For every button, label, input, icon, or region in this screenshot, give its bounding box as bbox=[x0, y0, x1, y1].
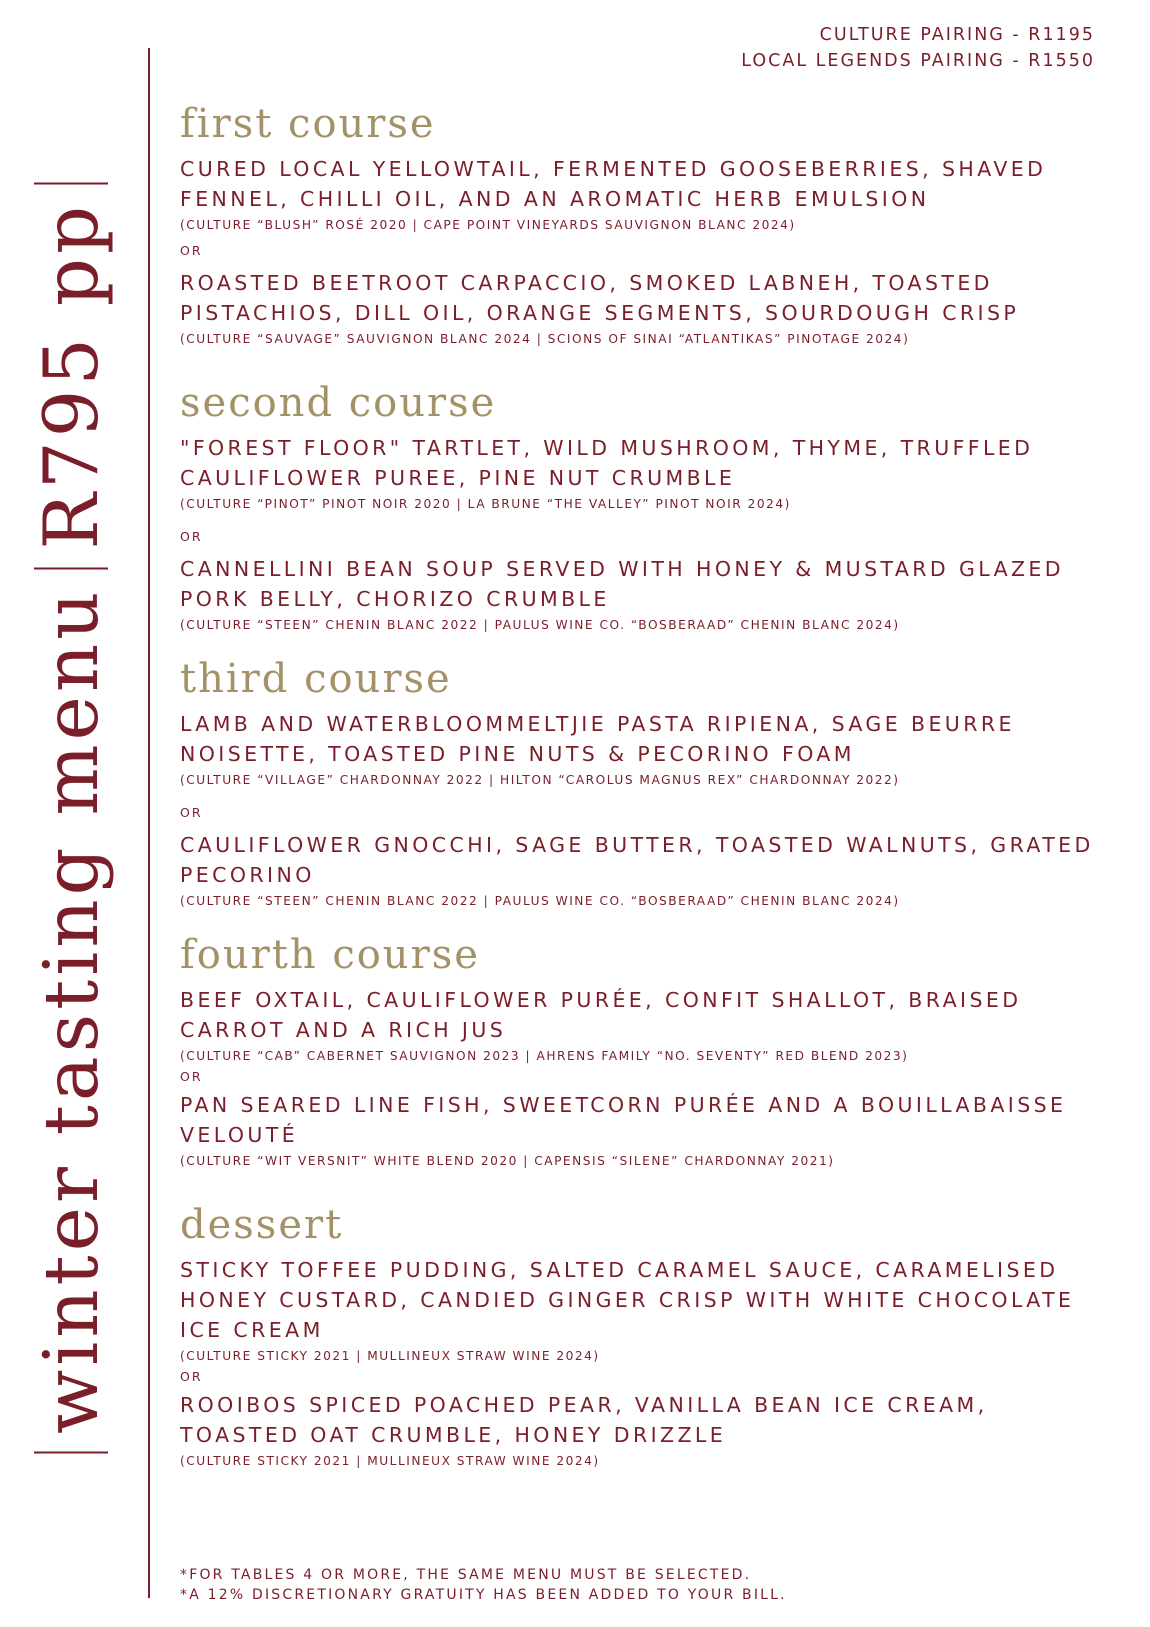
or-divider: OR bbox=[180, 243, 203, 258]
dish-description: LAMB AND WATERBLOOMMELTJIE PASTA RIPIENA, SAGE BEURRE NOISETTE, TOASTED PINE NUTS & PECORINO FOAM bbox=[180, 712, 1015, 766]
footnote: *FOR TABLES 4 OR MORE, THE SAME MENU MUST BE SELECTED. bbox=[180, 1567, 752, 1583]
course-title: first course bbox=[180, 101, 436, 147]
wine-pairing: (CULTURE STICKY 2021 | MULLINEUX STRAW WINE 2024) bbox=[180, 1454, 600, 1468]
title-divider bbox=[34, 567, 108, 569]
side-title-container bbox=[27, 45, 115, 1590]
culture-pairing-price: CULTURE PAIRING - R1195 bbox=[819, 25, 1095, 45]
course-section bbox=[180, 100, 1110, 349]
menu-price: R795 pp bbox=[27, 201, 115, 550]
course-title: second course bbox=[180, 380, 497, 426]
local-legends-pairing-price: LOCAL LEGENDS PAIRING - R1550 bbox=[741, 51, 1095, 71]
wine-pairing: (CULTURE STICKY 2021 | MULLINEUX STRAW WINE 2024) bbox=[180, 1349, 600, 1363]
dish-description: BEEF OXTAIL, CAULIFLOWER PURÉE, CONFIT SHALLOT, BRAISED CARROT AND A RICH JUS bbox=[180, 988, 1022, 1042]
wine-pairing: (CULTURE “STEEN” CHENIN BLANC 2022 | PAULUS WINE CO. “BOSBERAAD” CHENIN BLANC 2024) bbox=[180, 618, 900, 632]
dish-description: ROASTED BEETROOT CARPACCIO, SMOKED LABNEH, TOASTED PISTACHIOS, DILL OIL, ORANGE SEGMENTS, SOURDOUGH CRISP bbox=[180, 271, 1020, 325]
course-title: third course bbox=[180, 656, 452, 702]
title-divider bbox=[34, 1451, 108, 1453]
menu-title: winter tasting menu bbox=[27, 587, 115, 1434]
course-section bbox=[180, 655, 1110, 911]
wine-pairing: (CULTURE “SAUVAGE” SAUVIGNON BLANC 2024 | SCIONS OF SINAI “ATLANTIKAS” PINOTAGE 2024) bbox=[180, 332, 910, 346]
dish-description: PAN SEARED LINE FISH, SWEETCORN PURÉE AND A BOUILLABAISSE VELOUTÉ bbox=[180, 1093, 1067, 1147]
course-section bbox=[180, 379, 1110, 635]
footnote: *A 12% DISCRETIONARY GRATUITY HAS BEEN ADDED TO YOUR BILL. bbox=[180, 1587, 787, 1603]
dish-description: ROOIBOS SPICED POACHED PEAR, VANILLA BEAN ICE CREAM, TOASTED OAT CRUMBLE, HONEY DRIZZLE bbox=[180, 1393, 988, 1447]
side-title bbox=[27, 45, 115, 1590]
or-divider: OR bbox=[180, 1069, 203, 1084]
wine-pairing: (CULTURE “STEEN” CHENIN BLANC 2022 | PAULUS WINE CO. “BOSBERAAD” CHENIN BLANC 2024) bbox=[180, 894, 900, 908]
wine-pairing: (CULTURE “WIT VERSNIT” WHITE BLEND 2020 | CAPENSIS “SILENE” CHARDONNAY 2021) bbox=[180, 1154, 835, 1168]
dish-description: CURED LOCAL YELLOWTAIL, FERMENTED GOOSEBERRIES, SHAVED FENNEL, CHILLI OIL, AND AN AROMATIC HERB EMULSION bbox=[180, 157, 1047, 211]
wine-pairing: (CULTURE “BLUSH” ROSÉ 2020 | CAPE POINT VINEYARDS SAUVIGNON BLANC 2024) bbox=[180, 218, 796, 232]
wine-pairing: (CULTURE “VILLAGE” CHARDONNAY 2022 | HILTON “CAROLUS MAGNUS REX” CHARDONNAY 2022) bbox=[180, 773, 900, 787]
pairing-prices bbox=[741, 22, 1095, 74]
wine-pairing: (CULTURE “CAB” CABERNET SAUVIGNON 2023 | AHRENS FAMILY “NO. SEVENTY” RED BLEND 2023) bbox=[180, 1049, 909, 1063]
vertical-rule bbox=[148, 48, 150, 1598]
title-divider bbox=[34, 182, 108, 184]
or-divider: OR bbox=[180, 529, 203, 544]
footnotes bbox=[180, 1565, 787, 1605]
dish-description: STICKY TOFFEE PUDDING, SALTED CARAMEL SAUCE, CARAMELISED HONEY CUSTARD, CANDIED GINGER CRISP WITH WHITE CHOCOLATE ICE CREAM bbox=[180, 1258, 1075, 1342]
or-divider: OR bbox=[180, 1369, 203, 1384]
course-title: fourth course bbox=[180, 932, 480, 978]
wine-pairing: (CULTURE “PINOT” PINOT NOIR 2020 | LA BRUNE “THE VALLEY” PINOT NOIR 2024) bbox=[180, 497, 791, 511]
or-divider: OR bbox=[180, 805, 203, 820]
menu-content bbox=[180, 100, 1110, 1491]
course-section bbox=[180, 931, 1110, 1171]
course-section bbox=[180, 1201, 1110, 1471]
course-title: dessert bbox=[180, 1202, 344, 1248]
dish-description: CANNELLINI BEAN SOUP SERVED WITH HONEY & MUSTARD GLAZED PORK BELLY, CHORIZO CRUMBLE bbox=[180, 557, 1064, 611]
dish-description: CAULIFLOWER GNOCCHI, SAGE BUTTER, TOASTED WALNUTS, GRATED PECORINO bbox=[180, 833, 1094, 887]
dish-description: "FOREST FLOOR" TARTLET, WILD MUSHROOM, THYME, TRUFFLED CAULIFLOWER PUREE, PINE NUT CRUMBLE bbox=[180, 436, 1034, 490]
